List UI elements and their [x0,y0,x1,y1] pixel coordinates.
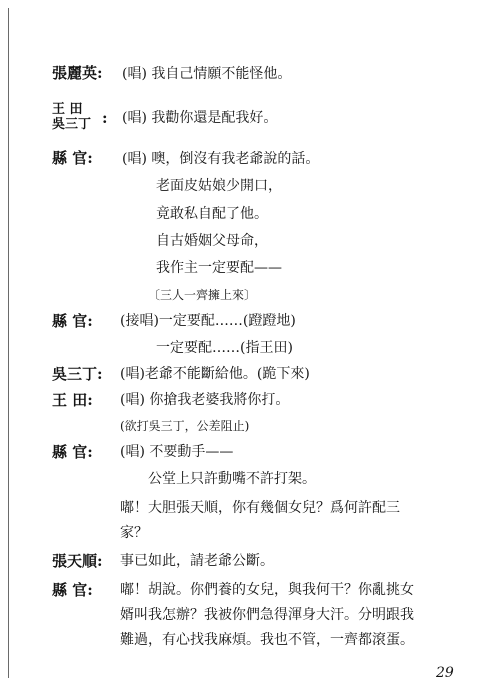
dialogue-line: 嘟！胡說。你們養的女兒，與我何干？你亂挑女 [120,582,414,598]
dialogue-line: (唱) 我勸你還是配我好。 [122,110,278,126]
speaker-group [52,102,91,132]
dialogue-line: (唱) 噢，倒沒有我老爺說的話。 [122,151,320,167]
dialogue-line: (唱) 你搶我老婆我將你打。 [120,392,290,408]
song-line: 自古婚姻父母命， [156,233,268,249]
stage-direction: 〔三人一齊擁上來〕 [148,288,257,302]
page-number: 29 [436,665,454,681]
speaker-wu-sanding: 吳三丁: [52,365,103,383]
speaker-zhang-tianshun: 張天順: [52,552,103,570]
dialogue-line: (唱)老爺不能斷給他。(跪下來) [120,366,310,382]
speaker-magistrate: 縣 官: [52,312,93,330]
speaker-group-colon: : [102,109,108,127]
dialogue-line: 婿叫我怎辦？我被你們急得渾身大汗。分明跟我 [120,607,414,623]
speaker-magistrate: 縣 官: [52,443,93,461]
dialogue-line: (接唱)一定要配……(蹬蹬地) [120,313,296,329]
stage-direction: (欲打吳三丁，公差阻止) [120,419,250,433]
dialogue-line: (唱) 我自己情願不能怪他。 [122,66,292,82]
dialogue-line: (唱) 不要動手—— [120,444,234,460]
speaker-wu-sanding: 吳三丁 [52,117,92,132]
speaker-magistrate: 縣 官: [52,149,93,167]
speaker-zhang-liying: 張麗英: [52,64,103,82]
song-line: 我作主一定要配—— [156,260,282,276]
speaker-magistrate: 縣 官: [52,581,93,599]
speaker-wang-tian: 王 田: [52,391,93,409]
song-line: 竟敢私自配了他。 [156,206,268,222]
dialogue-line: 一定要配……(指王田) [156,340,293,356]
song-line: 公堂上只許動嘴不許打架。 [148,471,316,487]
margin-rule [8,8,9,678]
dialogue-line: 家？ [120,525,148,541]
song-line: 老面皮姑娘少開口， [156,178,282,194]
speaker-wang-tian: 王 田 [52,102,83,117]
dialogue-line: 事已如此，請老爺公斷。 [120,553,274,569]
dialogue-line: 難過，有心找我麻煩。我也不管，一齊都滾蛋。 [120,632,414,648]
dialogue-line: 嘟！大胆張天順，你有幾個女兒？爲何許配三 [120,500,400,516]
